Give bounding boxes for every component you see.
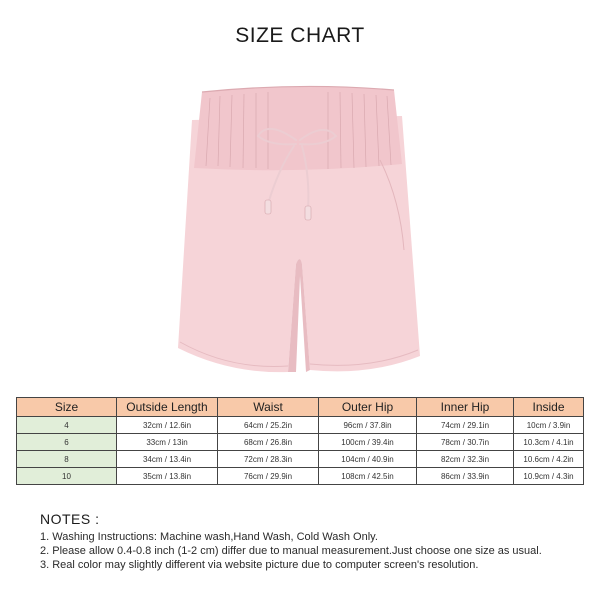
notes-title: NOTES : bbox=[40, 511, 100, 527]
size-cell: 8 bbox=[17, 451, 117, 468]
size-cell: 4 bbox=[17, 417, 117, 434]
outer-hip-cell: 100cm / 39.4in bbox=[319, 434, 417, 451]
header-outer-hip: Outer Hip bbox=[319, 398, 417, 417]
size-cell: 10 bbox=[17, 468, 117, 485]
table-row bbox=[17, 417, 584, 434]
product-image bbox=[150, 80, 450, 380]
inside-cell: 10.9cm / 4.3in bbox=[514, 468, 584, 485]
waistband bbox=[194, 86, 402, 170]
header-outside-length: Outside Length bbox=[117, 398, 218, 417]
inside-cell: 10.6cm / 4.2in bbox=[514, 451, 584, 468]
outer-hip-cell: 104cm / 40.9in bbox=[319, 451, 417, 468]
outer-hip-cell: 96cm / 37.8in bbox=[319, 417, 417, 434]
outside-length-cell: 33cm / 13in bbox=[117, 434, 218, 451]
inside-cell: 10cm / 3.9in bbox=[514, 417, 584, 434]
outside-length-cell: 35cm / 13.8in bbox=[117, 468, 218, 485]
inner-hip-cell: 78cm / 30.7in bbox=[417, 434, 514, 451]
size-table bbox=[16, 397, 584, 485]
drawstring-tip-right bbox=[305, 206, 311, 220]
header-size: Size bbox=[17, 398, 117, 417]
table-row bbox=[17, 434, 584, 451]
waist-cell: 64cm / 25.2in bbox=[218, 417, 319, 434]
inner-hip-cell: 86cm / 33.9in bbox=[417, 468, 514, 485]
outside-length-cell: 34cm / 13.4in bbox=[117, 451, 218, 468]
outside-length-cell: 32cm / 12.6in bbox=[117, 417, 218, 434]
note-line: 3. Real color may slightly different via website picture due to computer screen's resolution. bbox=[40, 559, 479, 571]
notes-section bbox=[40, 512, 585, 572]
inside-cell: 10.3cm / 4.1in bbox=[514, 434, 584, 451]
header-waist: Waist bbox=[218, 398, 319, 417]
note-line: 2. Please allow 0.4-0.8 inch (1-2 cm) differ due to manual measurement.Just choose one size as usual. bbox=[40, 545, 542, 557]
header-inner-hip: Inner Hip bbox=[417, 398, 514, 417]
note-line: 1. Washing Instructions: Machine wash,Hand Wash, Cold Wash Only. bbox=[40, 531, 378, 543]
header-inside: Inside bbox=[514, 398, 584, 417]
size-cell: 6 bbox=[17, 434, 117, 451]
waist-cell: 76cm / 29.9in bbox=[218, 468, 319, 485]
drawstring-tip-left bbox=[265, 200, 271, 214]
table-header-row bbox=[17, 398, 584, 417]
outer-hip-cell: 108cm / 42.5in bbox=[319, 468, 417, 485]
inner-hip-cell: 82cm / 32.3in bbox=[417, 451, 514, 468]
waist-cell: 68cm / 26.8in bbox=[218, 434, 319, 451]
inner-hip-cell: 74cm / 29.1in bbox=[417, 417, 514, 434]
pink-shorts-image bbox=[150, 80, 450, 380]
page-title: SIZE CHART bbox=[235, 24, 365, 47]
table-row bbox=[17, 451, 584, 468]
waist-cell: 72cm / 28.3in bbox=[218, 451, 319, 468]
table-row bbox=[17, 468, 584, 485]
